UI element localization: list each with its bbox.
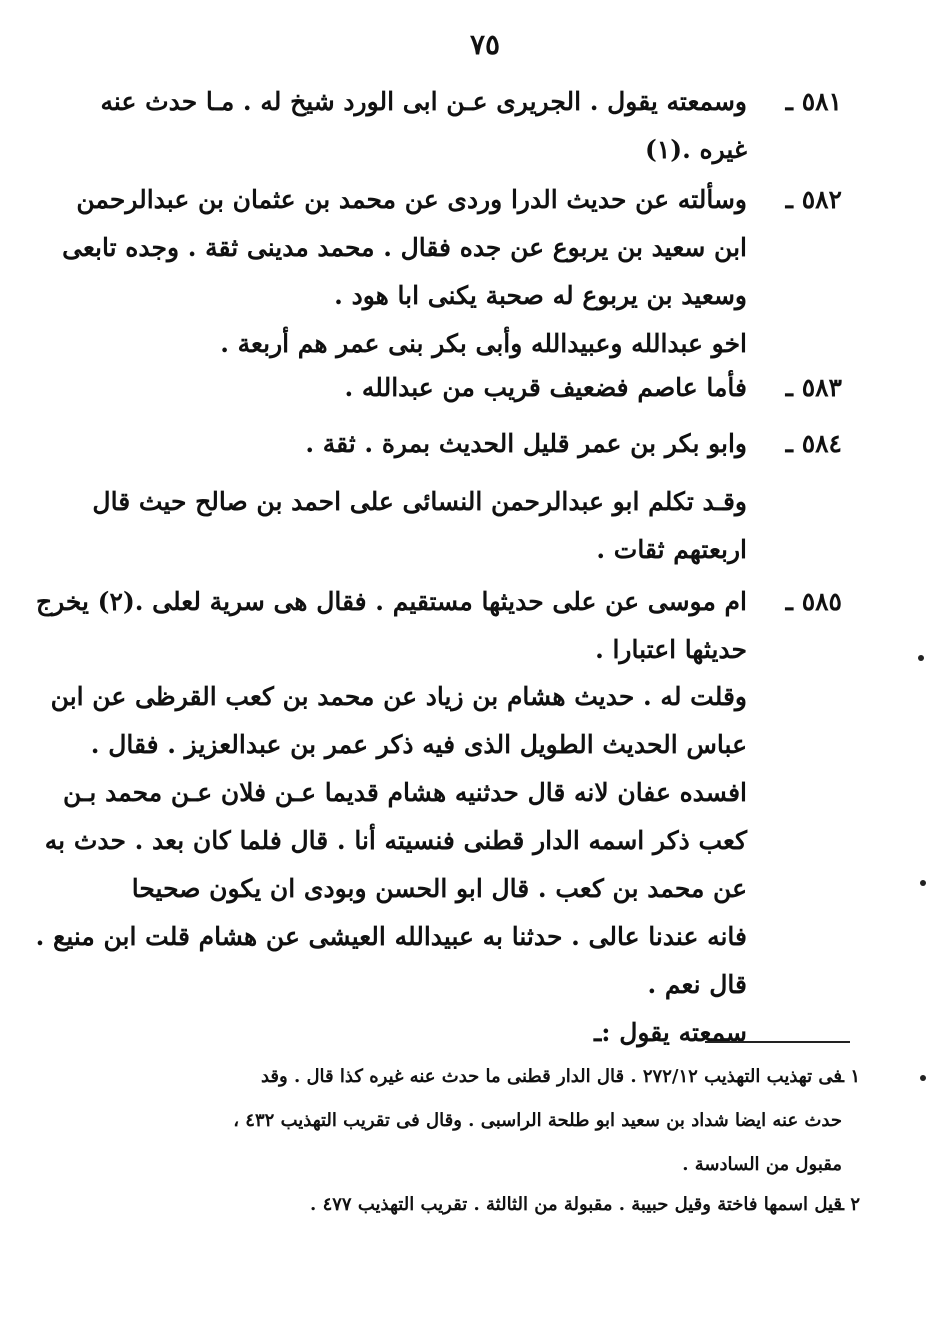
paragraph-line: كعب ذكر اسمه الدار قطنى فنسيته أنا . قال فلما كان بعد . حدث به	[44, 826, 747, 855]
entry-line: غيره .(١)	[644, 135, 747, 164]
entry-number: ٥٨٤ ـ	[785, 429, 842, 458]
entry-number: ٥٨٥ ـ	[785, 587, 842, 616]
entry-line: وسمعته يقول . الجريرى عـن ابى الورد شيخ له . مـا حدث عنه	[100, 87, 747, 116]
paragraph-line: سمعته يقول :ـ	[593, 1018, 747, 1047]
entry-number: ٥٨١ ـ	[785, 87, 842, 116]
footnote-line: قيل اسمها فاختة وقيل حبيبة . مقبولة من الثالثة . تقريب التهذيب ٤٧٧ .	[310, 1194, 842, 1215]
entry-line: فأما عاصم فضعيف قريب من عبدالله .	[344, 373, 747, 402]
paragraph-line: قال نعم .	[647, 970, 747, 999]
footnote-2	[142, 1183, 860, 1227]
paragraph-line: عن محمد بن كعب . قال ابو الحسن وبودى ان يكون صحيحا	[131, 874, 747, 903]
entry-number: ٥٨٢ ـ	[785, 185, 842, 214]
paragraph-line: افسده عفان لانه قال حدثنيه هشام قديما عـن فلان عـن محمد بـن	[63, 778, 747, 807]
scan-speck	[920, 1075, 926, 1081]
paragraph-line: فانه عندنا عالى . حدثنا به عبيدالله العيشى عن هشام قلت ابن منيع .	[35, 922, 747, 951]
entry-585	[35, 578, 842, 674]
entry-line: ام موسى عن على حديثها مستقيم . فقال هى سرية لعلى .(٢) يخرج	[35, 587, 747, 616]
scan-speck	[918, 655, 924, 661]
footnote-line: حدث عنه ايضا شداد بن سعيد ابو طلحة الراسبى . وقال فى تقريب التهذيب ٤٣٢ ،	[233, 1110, 842, 1131]
page-number: ٧٥	[469, 28, 501, 61]
paragraph-line: عباس الحديث الطويل الذى فيه ذكر عمر بن عبدالعزيز . فقال .	[90, 730, 747, 759]
scan-speck	[920, 880, 926, 886]
paragraph-nasai	[92, 478, 747, 574]
footnote-separator	[705, 1041, 850, 1043]
entry-584	[122, 420, 842, 468]
footnote-line: فى تهذيب التهذيب ٢٧٢/١٢ . قال الدار قطنى ما حدث عنه غيره كذا قال . وقد	[260, 1066, 842, 1087]
paragraph-line: اربعتهم ثقات .	[596, 535, 747, 564]
entry-line: وابو بكر بن عمر قليل الحديث بمرة . ثقة .	[305, 429, 747, 458]
paragraph-line: وقلت له . حديث هشام بن زياد عن محمد بن كعب القرظى عن ابن	[50, 682, 747, 711]
entry-number: ٥٨٣ ـ	[785, 373, 842, 402]
entry-line: اخو عبدالله وعبيدالله وأبى بكر بنى عمر هم أربعة .	[220, 329, 747, 358]
entry-line: ابن سعيد بن يربوع عن جده فقال . محمد مدينى ثقة . وجده تابعى	[62, 233, 747, 262]
footnote-number: ١ ـ	[838, 1066, 860, 1087]
entry-line: وسألته عن حديث الدرا وردى عن محمد بن عثمان بن عبدالرحمن	[76, 185, 747, 214]
paragraph-line: وقـد تكلم ابو عبدالرحمن النسائى على احمد بن صالح حيث قال	[92, 487, 747, 516]
entry-581	[100, 78, 842, 174]
entry-line: حديثها اعتبارا .	[595, 635, 747, 664]
entry-583	[122, 364, 842, 412]
entry-line: وسعيد بن يربوع له صحبة يكنى ابا هود .	[334, 281, 747, 310]
entry-582	[62, 176, 842, 368]
footnote-line: مقبول من السادسة .	[682, 1154, 842, 1175]
footnote-number: ٢ ـ	[838, 1194, 860, 1215]
paragraph-hisham	[35, 673, 747, 1057]
footnote-1	[142, 1055, 860, 1187]
